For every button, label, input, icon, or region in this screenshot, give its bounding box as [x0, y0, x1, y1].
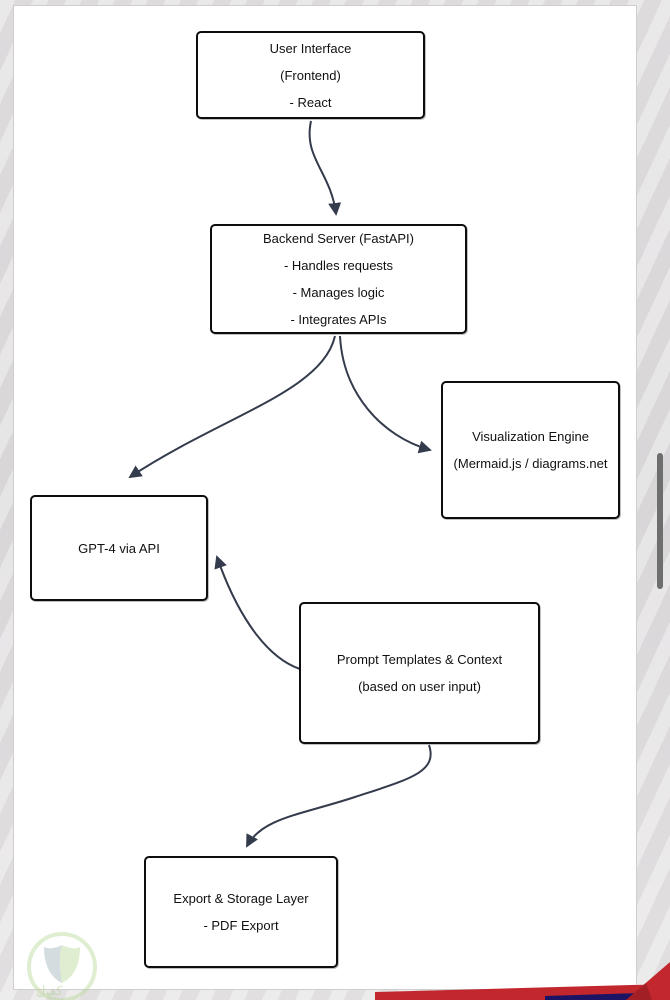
node-line: - PDF Export — [203, 918, 279, 933]
node-gpt4-api — [30, 495, 208, 601]
node-prompt-templates — [299, 602, 540, 744]
node-line: (Mermaid.js / diagrams.net — [453, 456, 608, 471]
node-line: Visualization Engine — [472, 429, 589, 444]
node-line: - Manages logic — [292, 285, 385, 300]
node-line: Backend Server (FastAPI) — [263, 231, 414, 246]
node-line: GPT-4 via API — [78, 540, 160, 556]
node-line: - React — [289, 94, 332, 110]
node-line: User Interface — [269, 40, 352, 56]
watermark-text: كفيل — [36, 983, 63, 998]
node-line: - Integrates APIs — [290, 312, 387, 327]
node-line: - Handles requests — [283, 258, 394, 273]
node-backend-server — [210, 224, 467, 334]
scrollbar-thumb[interactable] — [657, 453, 663, 589]
node-line: (Frontend) — [280, 67, 341, 83]
node-line: Prompt Templates & Context — [336, 652, 503, 667]
footer-navy-band — [545, 992, 670, 1000]
node-visualization-engine — [441, 381, 620, 519]
node-line: (based on user input) — [358, 679, 481, 694]
node-line: Export & Storage Layer — [173, 891, 309, 906]
node-user-interface — [196, 31, 425, 119]
node-export-storage — [144, 856, 338, 968]
